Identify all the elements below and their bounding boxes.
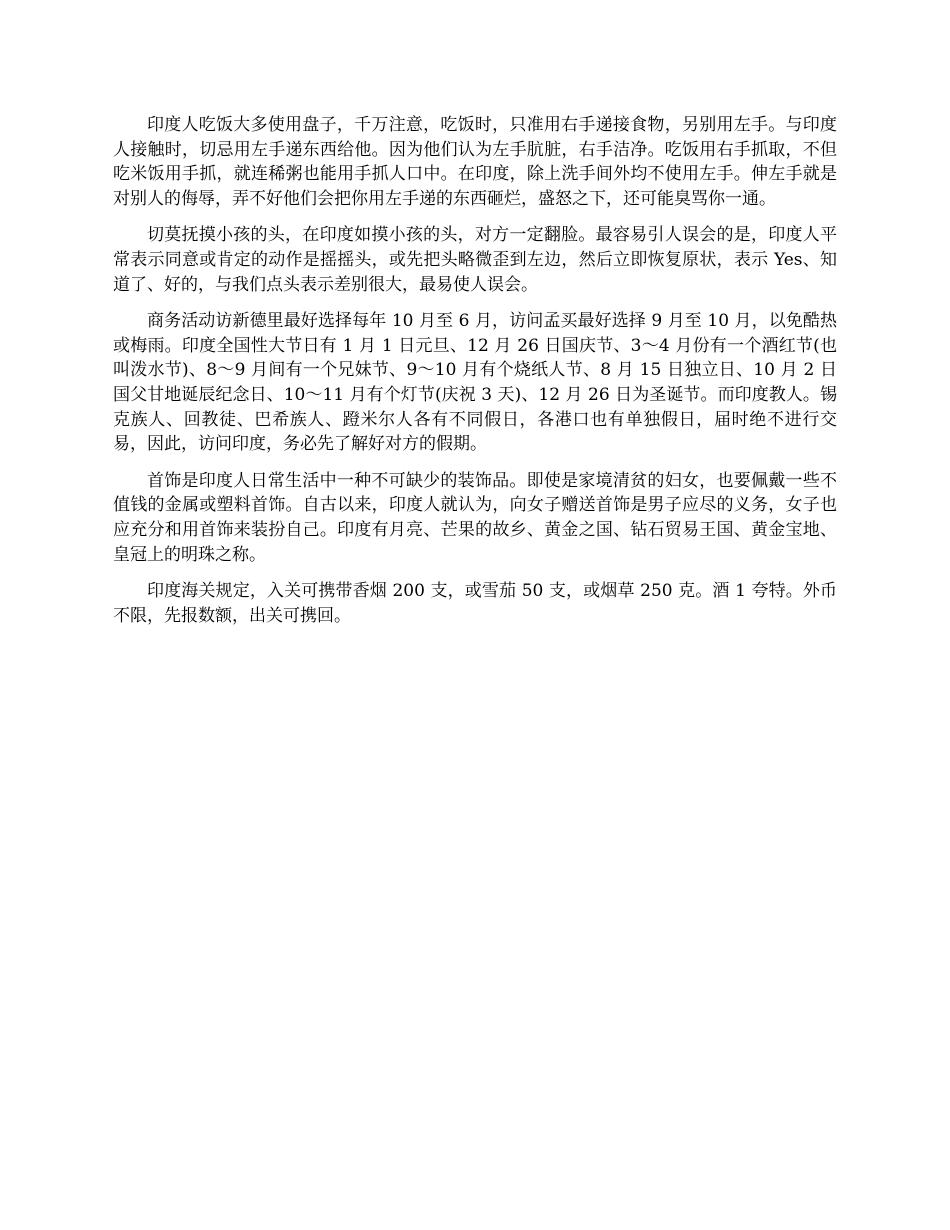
paragraph-customs-rules: 印度海关规定，入关可携带香烟 200 支，或雪茄 50 支，或烟草 250 克。酒 1 夸特。外币不限，先报数额，出关可携回。	[113, 581, 837, 626]
paragraph-gestures: 切莫抚摸小孩的头，在印度如摸小孩的头，对方一定翻脸。最容易引人误会的是，印度人平常表示同意或肯定的动作是摇摇头，或先把头略微歪到左边，然后立即恢复原状，表示 Yes、知道了、好的，与我们点头表示差别很大，最易使人误会。	[113, 225, 837, 295]
document-body	[113, 113, 837, 640]
paragraph-business-holidays: 商务活动访新德里最好选择每年 10 月至 6 月，访问孟买最好选择 9 月至 10 月，以免酷热或梅雨。印度全国性大节日有 1 月 1 日元旦、12 月 26 日国庆节、3～4 月份有一个酒红节(也叫泼水节)、8～9 月间有一个兄妹节、9～10 月有个烧纸人节、8 月 15 日独立日、10 月 2 日国父甘地诞辰纪念日、10～11 月有个灯节(庆祝 3 天)、12 月 26 日为圣诞节。而印度教人。锡克族人、回教徒、巴希族人、蹬米尔人各有不同假日，各港口也有单独假日，届时绝不进行交易，因此，访问印度，务必先了解好对方的假期。	[113, 311, 837, 455]
paragraph-dining-etiquette: 印度人吃饭大多使用盘子，千万注意，吃饭时，只准用右手递接食物，另别用左手。与印度人接触时，切忌用左手递东西给他。因为他们认为左手肮脏，右手洁净。吃饭用右手抓取，不但吃米饭用手抓，就连稀粥也能用手抓人口中。在印度，除上洗手间外均不使用左手。伸左手就是对别人的侮辱，弄不好他们会把你用左手递的东西砸烂，盛怒之下，还可能臭骂你一通。	[113, 115, 837, 209]
paragraph-jewelry: 首饰是印度人日常生活中一种不可缺少的装饰品。即使是家境清贫的妇女，也要佩戴一些不值钱的金属或塑料首饰。自古以来，印度人就认为，向女子赠送首饰是男子应尽的义务，女子也应充分和用首饰来装扮自己。印度有月亮、芒果的故乡、黄金之国、钻石贸易王国、黄金宝地、皇冠上的明珠之称。	[113, 470, 837, 565]
